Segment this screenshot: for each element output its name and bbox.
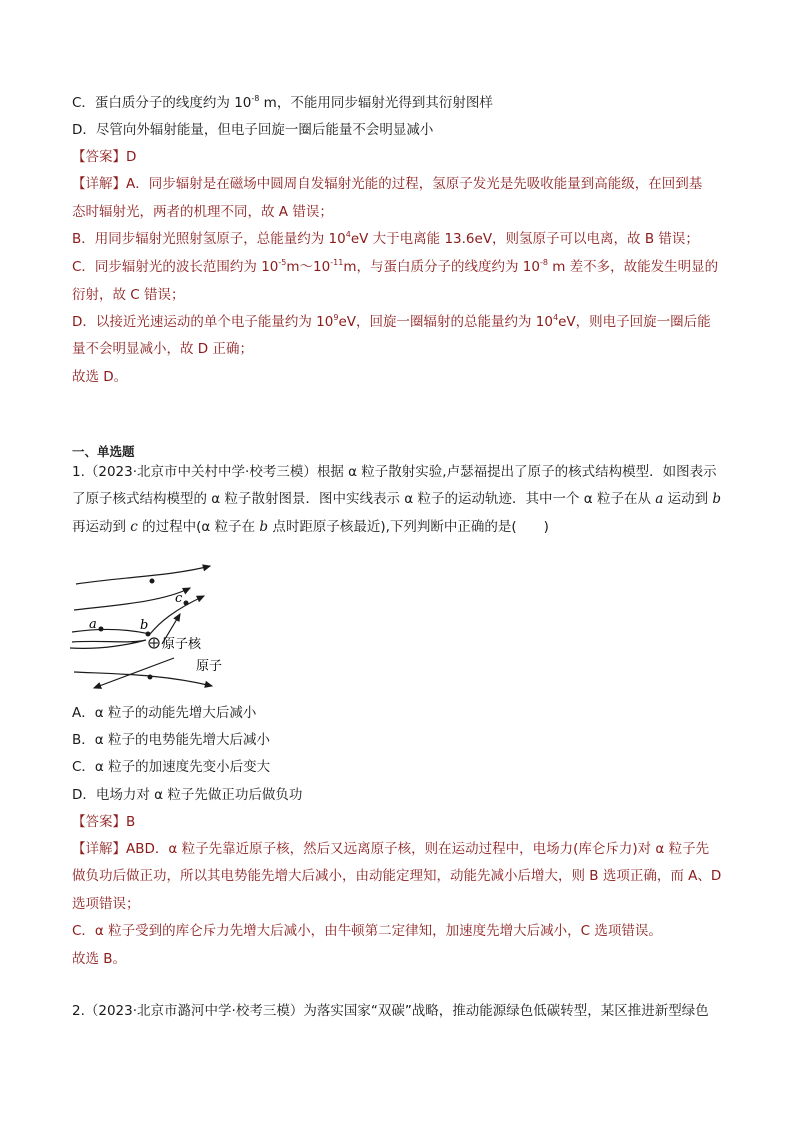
q1-stem-line1: 1.（2023·北京市中关村中学·校考三模）根据 α 粒子散射实验,卢瑟福提出了原子的核式结构模型．如图表示 bbox=[72, 464, 717, 480]
trajectory-top-dot bbox=[150, 579, 155, 584]
q1-option-c: C．α 粒子的加速度先变小后变大 bbox=[72, 759, 271, 775]
trajectory-bottom-dot bbox=[148, 675, 153, 680]
prev-detail-d-line2: 量不会明显减小，故 D 正确； bbox=[72, 341, 253, 357]
prev-detail-c-line2: 衍射，故 C 错误； bbox=[72, 287, 185, 303]
prev-detail-a-line2: 态时辐射光，两者的机理不同，故 A 错误； bbox=[72, 204, 333, 220]
label-c: c bbox=[175, 591, 183, 606]
q1-stem-line3: 再运动到 c 的过程中(α 粒子在 b 点时距原子核最近),下列判断中正确的是( ) bbox=[72, 519, 549, 535]
q1-detail-line3: 选项错误； bbox=[72, 896, 140, 912]
prev-detail-a-line1: 【详解】A．同步辐射是在磁场中圆周自发辐射光能的过程，氢原子发光是先吸收能量到高能级，在回到基 bbox=[72, 176, 703, 192]
trajectory-bottom bbox=[74, 672, 212, 686]
trajectory-upper bbox=[74, 588, 190, 610]
prev-option-c: C．蛋白质分子的线度约为 $10^{-8}$ m，不能用同步辐射光得到其衍射图样 bbox=[72, 94, 493, 111]
trajectory-top bbox=[76, 566, 210, 584]
prev-detail-c-line1: C．同步辐射光的波长范围约为 $10^{-5}m\sim 10^{-11}m$，与蛋白质分子的线度约为 $10^{-8}$ m 差不多，故能发生明显的 bbox=[72, 258, 719, 275]
q1-stem-line2: 了原子核式结构模型的 α 粒子散射图景．图中实线表示 α 粒子的运动轨迹．其中一个 α 粒子在从 a 运动到 b bbox=[72, 491, 722, 507]
section-title: 一、单选题 bbox=[72, 444, 135, 459]
alpha-scattering-figure bbox=[62, 562, 242, 690]
q1-option-b: B．α 粒子的电势能先增大后减小 bbox=[72, 732, 270, 748]
prev-choose: 故选 D。 bbox=[72, 369, 128, 385]
q1-detail-line4: C．α 粒子受到的库仑斥力先增大后减小，由牛顿第二定律知，加速度先增大后减小，C 选项错误。 bbox=[72, 923, 662, 939]
q1-option-d: D．电场力对 α 粒子先做正功后做负功 bbox=[72, 787, 303, 803]
q2-stem-line1: 2.（2023·北京市潞河中学·校考三模）为落实国家“双碳”战略，推动能源绿色低碳转型，某区推进新型绿色 bbox=[72, 1003, 709, 1019]
label-nucleus: 原子核 bbox=[162, 637, 202, 652]
point-c-dot bbox=[184, 601, 189, 606]
q1-detail-line2: 做负功后做正功，所以其电势能先增大后减小，由动能定理知，动能先减小后增大，则 B 选项正确，而 A、D bbox=[72, 868, 722, 884]
prev-option-d: D．尽管向外辐射能量，但电子回旋一圈后能量不会明显减小 bbox=[72, 122, 434, 138]
label-b: b bbox=[140, 618, 149, 633]
prev-answer: 【答案】D bbox=[72, 149, 137, 165]
label-atom: 原子 bbox=[196, 659, 223, 674]
prev-detail-d-line1: D．以接近光速运动的单个电子能量约为 $10^9eV$，回旋一圈辐射的总能量约为 $10^4eV$，则电子回旋一圈后能 bbox=[72, 313, 711, 330]
q1-detail-line1: 【详解】ABD．α 粒子先靠近原子核，然后又远离原子核，则在运动过程中，电场力(库仑斥力)对 α 粒子先 bbox=[72, 841, 710, 857]
label-a: a bbox=[89, 617, 97, 632]
q1-option-a: A．α 粒子的动能先增大后减小 bbox=[72, 705, 257, 721]
q1-answer: 【答案】B bbox=[72, 814, 136, 830]
prev-detail-b: B．用同步辐射光照射氢原子，总能量约为 $10^4eV$ 大于电离能 13.6eV，则氢原子可以电离，故 B 错误； bbox=[72, 230, 699, 247]
trajectory-backscatter bbox=[70, 640, 146, 648]
q1-choose: 故选 B。 bbox=[72, 951, 127, 967]
point-a-dot bbox=[99, 627, 104, 632]
